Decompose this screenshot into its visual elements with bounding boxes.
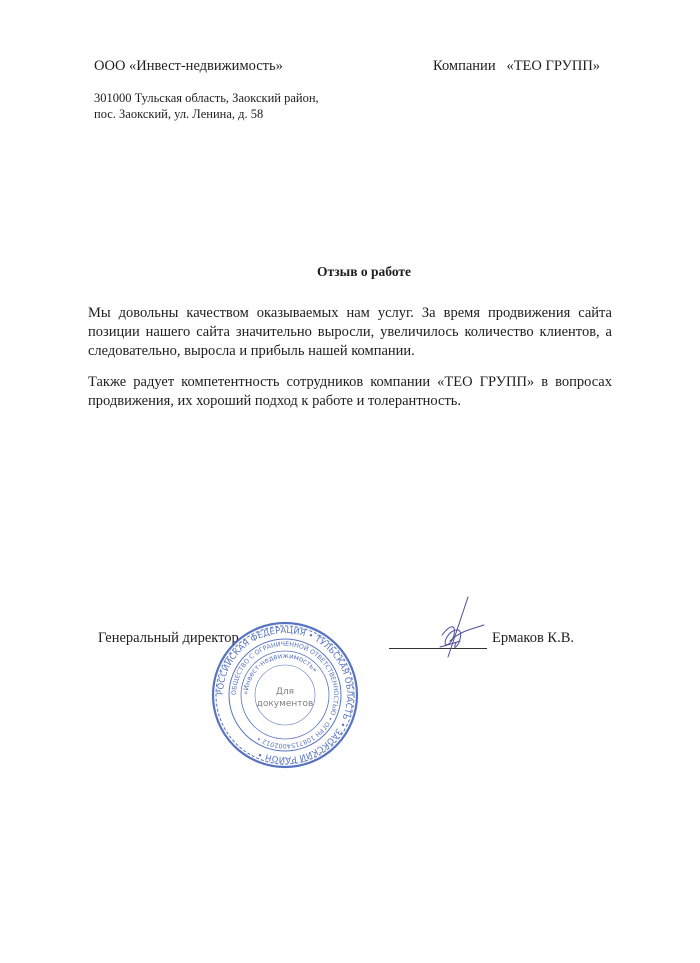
signatory-position: Генеральный директор	[98, 630, 239, 646]
document-title: Отзыв о работе	[316, 264, 412, 279]
body-paragraph-2: Также радует компетентность сотрудников компании «ТЕО ГРУПП» в вопросах продвижения, их хороший подход к работе и толерантность.	[88, 374, 612, 409]
sender-company-name: ООО «Инвест-недвижимость»	[94, 58, 283, 74]
handwritten-signature	[420, 595, 500, 660]
signer-name: Ермаков К.В.	[492, 630, 575, 646]
sender-address-line-1: 301000 Тульская область, Заокский район,	[94, 91, 319, 105]
body-paragraph-1: Мы довольны качеством оказываемых нам услуг. За время продвижения сайта позиции нашего сайта значительно выросли, увеличилось количество клиентов, а следовательно, выросла и прибыль нашей компании.	[88, 305, 612, 359]
stamp-center-line-2: документов	[256, 699, 314, 709]
sender-address	[94, 90, 319, 122]
stamp-inner-text: «Инвест-недвижимость»	[241, 651, 320, 696]
recipient: Компании «ТЕО ГРУПП»	[433, 58, 601, 74]
stamp-middle-text: ОБЩЕСТВО С ОГРАНИЧЕННОЙ ОТВЕТСТВЕННОСТЬЮ • ОГРН 1087154002012 •	[230, 640, 340, 750]
company-stamp	[210, 620, 360, 770]
stamp-center-line-1: Для	[275, 687, 295, 697]
sender-address-line-2: пос. Заокский, ул. Ленина, д. 58	[94, 107, 264, 121]
stamp-outer-text: РОССИЙСКАЯ ФЕДЕРАЦИЯ • ТУЛЬСКАЯ ОБЛАСТЬ • ЗАОКСКИЙ РАЙОН •	[215, 625, 355, 765]
